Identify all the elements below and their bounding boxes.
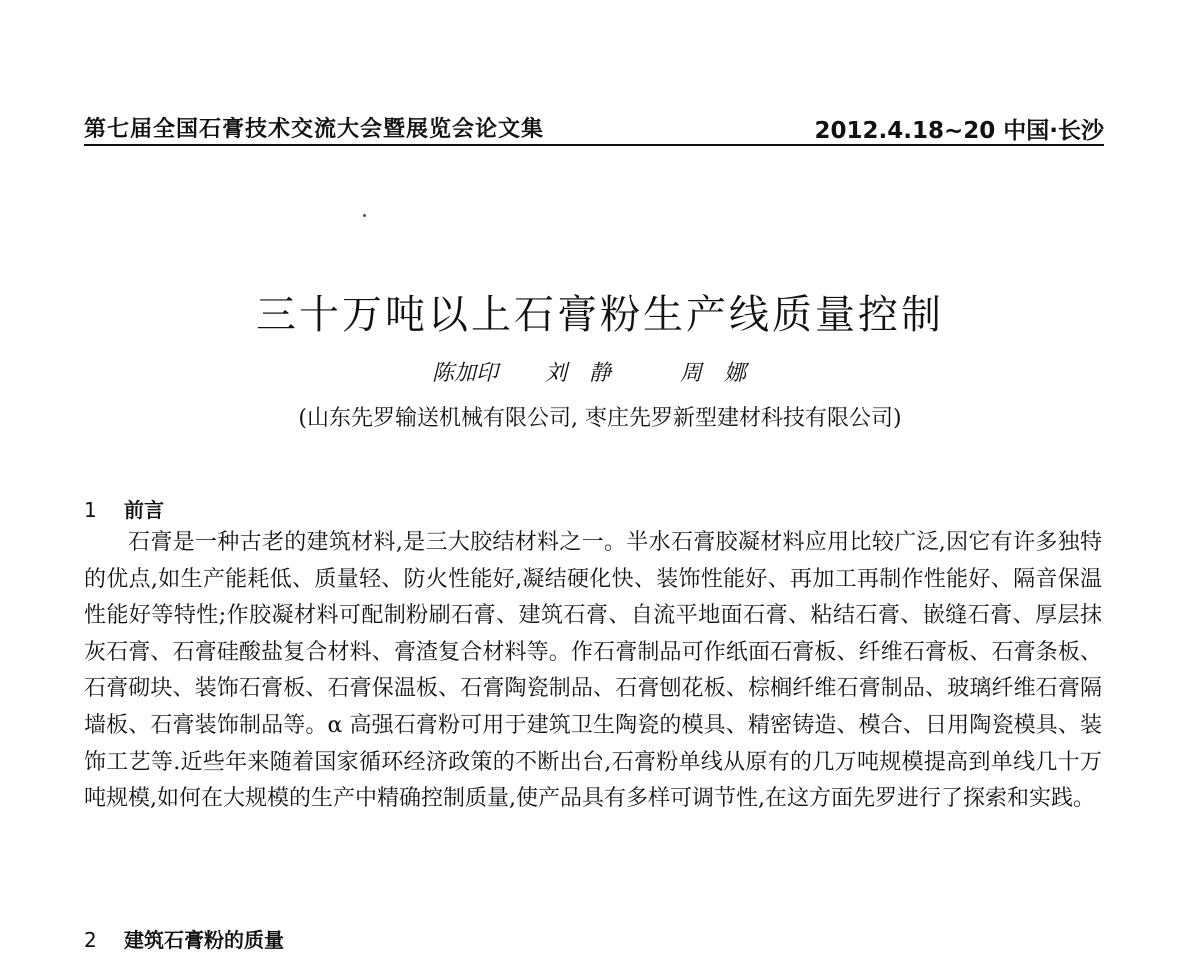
author-list bbox=[0, 356, 1200, 387]
author-name: 周娜 bbox=[680, 361, 769, 386]
conference-date-location: 2012.4.18~20 中国·长沙 bbox=[814, 118, 1104, 144]
section-number: 2 bbox=[84, 928, 97, 952]
author-affiliation: (山东先罗输送机械有限公司, 枣庄先罗新型建材科技有限公司) bbox=[298, 406, 902, 431]
section-title: 建筑石膏粉的质量 bbox=[124, 928, 284, 952]
proceedings-title: 第七届全国石膏技术交流大会暨展览会论文集 bbox=[84, 117, 545, 142]
section-number: 1 bbox=[84, 498, 97, 522]
section-heading-quality bbox=[84, 924, 284, 953]
section-title: 前言 bbox=[124, 498, 164, 522]
paper-title: 三十万吨以上石膏粉生产线质量控制 bbox=[256, 292, 944, 338]
section-heading-introduction bbox=[84, 494, 164, 523]
author-name: 刘静 bbox=[544, 361, 633, 386]
running-header bbox=[84, 112, 1104, 146]
introduction-paragraph: 石膏是一种古老的建筑材料,是三大胶结材料之一。半水石膏胶凝材料应用比较广泛,因它有许多独特的优点,如生产能耗低、质量轻、防火性能好,凝结硬化快、装饰性能好、再加工再制作性能好、隔音保温性能好等特性;作胶凝材料可配制粉刷石膏、建筑石膏、自流平地面石膏、粘结石膏、嵌缝石膏、厚层抹灰石膏、石膏硅酸盐复合材料、膏渣复合材料等。作石膏制品可作纸面石膏板、纤维石膏板、石膏条板、石膏砌块、装饰石膏板、石膏保温板、石膏陶瓷制品、石膏刨花板、棕榈纤维石膏制品、玻璃纤维石膏隔墙板、石膏装饰制品等。α 高强石膏粉可用于建筑卫生陶瓷的模具、精密铸造、模合、日用陶瓷模具、装饰工艺等.近些年来随着国家循环经济政策的不断出台,石膏粉单线从原有的几万吨规模提高到单线几十万吨规模,如何在大规模的生产中精确控制质量,使产品具有多样可调节性,在这方面先罗进行了探索和实践。 bbox=[84, 530, 1102, 812]
scan-artifact-dot bbox=[363, 214, 366, 217]
author-name: 陈加印 bbox=[431, 361, 498, 386]
